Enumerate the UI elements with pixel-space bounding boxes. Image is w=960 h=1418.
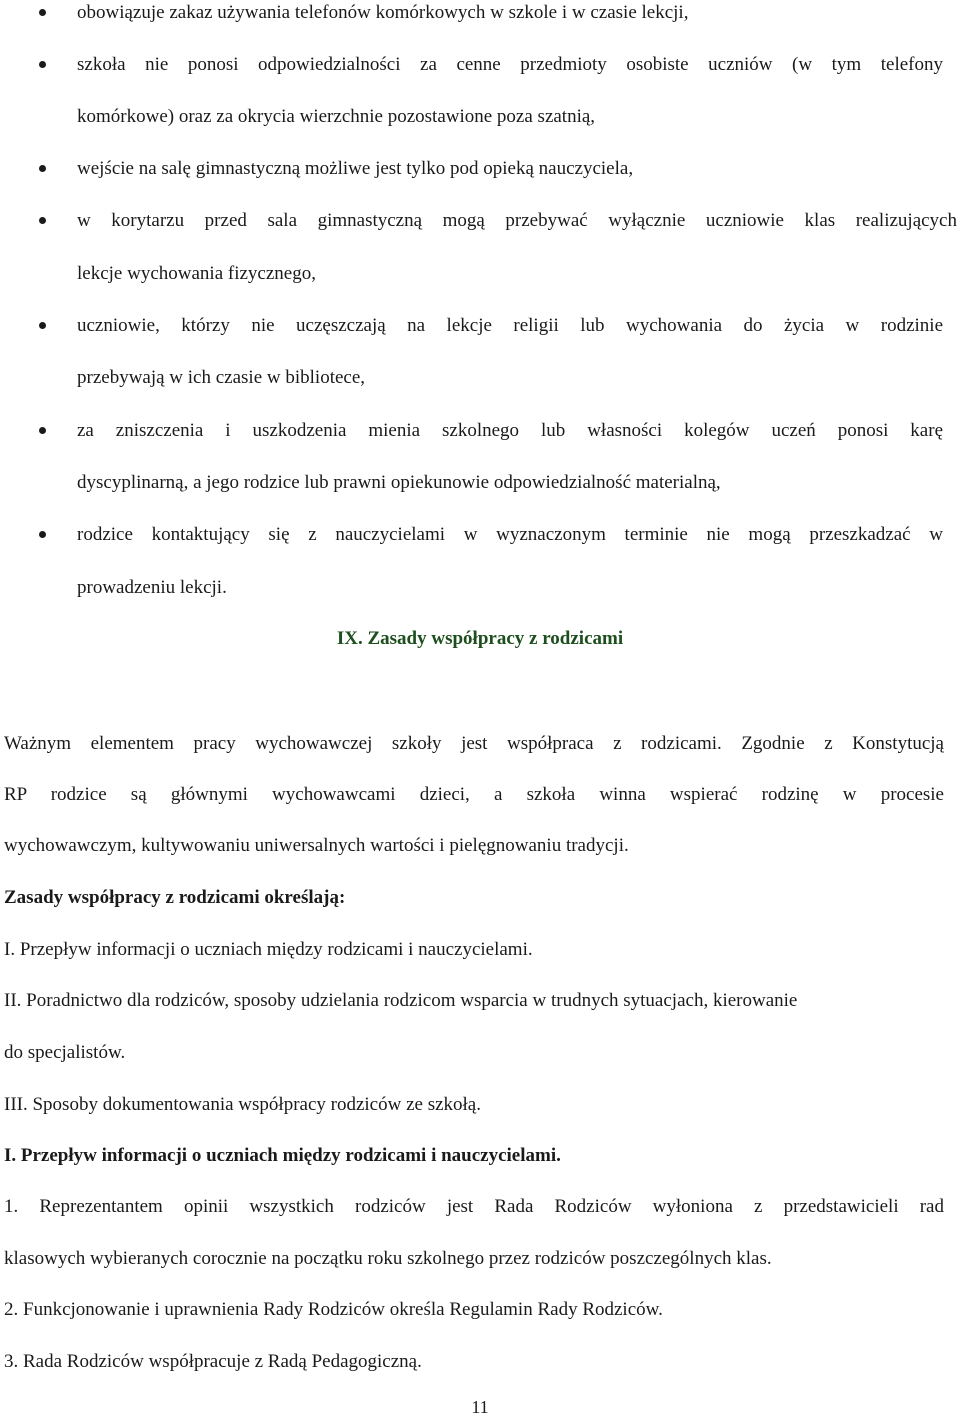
bullet-text-line: uczniowie, którzy nie uczęszczają na lekcje religii lub wychowania do życia w rodzinie [77, 315, 943, 336]
bullet-dot [39, 217, 46, 224]
numbered-item-line: 2. Funkcjonowanie i uprawnienia Rady Rodziców określa Regulamin Rady Rodziców. [4, 1299, 663, 1320]
bullet-dot [39, 427, 46, 434]
paragraph-line: wychowawczym, kultywowaniu uniwersalnych wartości i pielęgnowaniu tradycji. [4, 835, 629, 856]
bullet-dot [39, 9, 46, 16]
paragraph-line: RP rodzice są głównymi wychowawcami dzieci, a szkoła winna wspierać rodzinę w procesie [4, 784, 944, 805]
bullet-text-line: komórkowe) oraz za okrycia wierzchnie pozostawione poza szatnią, [77, 106, 596, 127]
bullet-dot [39, 322, 46, 329]
numbered-item-line: 1. Reprezentantem opinii wszystkich rodziców jest Rada Rodziców wyłoniona z przedstawicieli rad [4, 1196, 944, 1217]
bullet-text-line: przebywają w ich czasie w bibliotece, [77, 367, 366, 388]
section-heading: IX. Zasady współpracy z rodzicami [336, 628, 624, 649]
bullet-text-line: prowadzeniu lekcji. [77, 577, 227, 598]
rules-list-item: III. Sposoby dokumentowania współpracy rodziców ze szkołą. [4, 1094, 481, 1115]
paragraph-line: Ważnym elementem pracy wychowawczej szkoły jest współpraca z rodzicami. Zgodnie z Konstytucją [4, 733, 944, 754]
bullet-text-line: wejście na salę gimnastyczną możliwe jest tylko pod opieką nauczyciela, [77, 158, 634, 179]
subsection-heading: I. Przepływ informacji o uczniach między rodzicami i nauczycielami. [4, 1145, 561, 1166]
bullet-text-line: rodzice kontaktujący się z nauczycielami w wyznaczonym terminie nie mogą przeszkadzać w [77, 524, 943, 545]
rules-heading: Zasady współpracy z rodzicami określają: [4, 887, 346, 908]
bullet-text-line: za zniszczenia i uszkodzenia mienia szkolnego lub własności kolegów uczeń ponosi karę [77, 420, 943, 441]
page-number: 11 [471, 1397, 489, 1417]
bullet-dot [39, 61, 46, 68]
bullet-text-line: szkoła nie ponosi odpowiedzialności za cenne przedmioty osobiste uczniów (w tym telefony [77, 54, 943, 75]
numbered-item-line: 3. Rada Rodziców współpracuje z Radą Pedagogiczną. [4, 1351, 422, 1372]
rules-list-item: I. Przepływ informacji o uczniach między rodzicami i nauczycielami. [4, 939, 533, 960]
numbered-item-line: klasowych wybieranych corocznie na początku roku szkolnego przez rodziców poszczególnych klas. [4, 1248, 772, 1269]
bullet-dot [39, 531, 46, 538]
bullet-text-line: obowiązuje zakaz używania telefonów komórkowych w szkole i w czasie lekcji, [77, 2, 689, 23]
bullet-text-line: lekcje wychowania fizycznego, [77, 263, 316, 284]
bullet-dot [39, 165, 46, 172]
bullet-text-line: dyscyplinarną, a jego rodzice lub prawni opiekunowie odpowiedzialność materialną, [77, 472, 721, 493]
bullet-text-line: w korytarzu przed sala gimnastyczną mogą przebywać wyłącznie uczniowie klas realizujących [77, 210, 957, 231]
rules-list-item: II. Poradnictwo dla rodziców, sposoby udzielania rodzicom wsparcia w trudnych sytuacjach, kierowanie [4, 990, 798, 1011]
rules-list-item: do specjalistów. [4, 1042, 126, 1063]
